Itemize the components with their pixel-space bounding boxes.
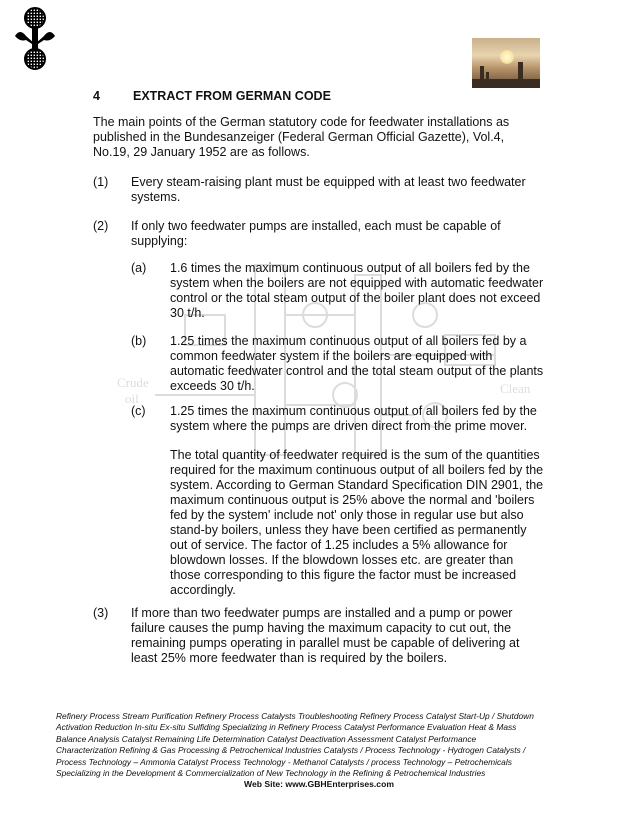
text-line: No.19, 29 January 1952 are as follows. xyxy=(93,145,310,159)
text-line: system where the pumps are driven direct from the prime mover. xyxy=(170,419,528,433)
text-line: 30 t/h. xyxy=(170,306,205,320)
footer-line: Activation Reduction In-situ Ex-situ Sulfiding Specializing in Refinery Process Catalyst Performance Evaluation Heat & Mass xyxy=(56,722,517,733)
footer-text xyxy=(56,711,546,779)
subitem-label: (b) xyxy=(131,334,147,348)
note-paragraph xyxy=(170,448,543,598)
footer-line: Balance Analysis Catalyst Remaining Life Determination Catalyst Deactivation Assessment Catalyst Performance xyxy=(56,733,477,744)
text-line: supplying: xyxy=(131,234,188,248)
text-line: stand-by boilers, unless they have been certified as permanently xyxy=(170,523,527,537)
text-line: required for the maximum continuous output of all boilers fed by the xyxy=(170,463,544,477)
text-line: Every steam-raising plant must be equipped with at least two feedwater xyxy=(131,175,526,189)
watermark-label: oil xyxy=(125,391,139,406)
text-line: exceeds 30 t/h. xyxy=(170,379,255,393)
text-line: system when the boilers are not equipped with automatic feedwater xyxy=(170,276,544,290)
text-line: common feedwater system if the boilers are equipped with xyxy=(170,349,493,363)
item-3-text xyxy=(131,606,519,666)
section-heading xyxy=(93,89,331,103)
text-line: published in the Bundesanzeiger (Federal German Official Gazette), Vol.4, xyxy=(93,130,505,144)
intro-paragraph xyxy=(93,115,509,160)
company-logo-icon xyxy=(12,6,58,72)
text-line: those corresponding to this figure the factor must be increased xyxy=(170,568,517,582)
item-2-text xyxy=(131,219,501,249)
text-line: If more than two feedwater pumps are installed and a pump or power xyxy=(131,606,513,620)
section-title: EXTRACT FROM GERMAN CODE xyxy=(133,89,331,103)
text-line: The total quantity of feedwater required is the sum of the quantities xyxy=(170,448,540,462)
text-line: If only two feedwater pumps are installed, each must be capable of xyxy=(131,219,501,233)
subitem-b-text xyxy=(170,334,543,394)
text-line: fed by the system' include not' only those in regular use but also xyxy=(170,508,524,522)
item-label: (2) xyxy=(93,219,109,233)
text-line: systems. xyxy=(131,190,181,204)
text-line: system. According to German Standard Specification DIN 2901, the xyxy=(170,478,544,492)
text-line: maximum continuous output is 25% above the normal and 'boilers xyxy=(170,493,535,507)
sun-shape xyxy=(500,50,514,64)
text-line: The main points of the German statutory code for feedwater installations as xyxy=(93,115,510,129)
text-line: 1.6 times the maximum continuous output of all boilers fed by the xyxy=(170,261,530,275)
item-1-text xyxy=(131,175,526,205)
watermark-label: Clean xyxy=(500,381,531,396)
subitem-c-text xyxy=(170,404,537,434)
text-line: control or the total steam output of the boiler plant does not exceed xyxy=(170,291,541,305)
website-link[interactable]: Web Site: www.GBHEnterprises.com xyxy=(244,779,394,789)
footer-line: Process Technology – Ammonia Catalyst Process Technology - Methanol Catalysts / process Technology – Petrochemicals xyxy=(56,756,512,767)
subitem-a-text xyxy=(170,261,543,321)
refinery-photo xyxy=(472,38,540,88)
text-line: failure causes the pump having the maximum capacity to cut out, the xyxy=(131,621,512,635)
footer-line: Refinery Process Stream Purification Refinery Process Catalysts Troubleshooting Refinery Process Catalyst Start-Up / Shutdown xyxy=(56,711,534,721)
text-line: out of service. The factor of 1.25 includes a 5% allowance for xyxy=(170,538,508,552)
text-line: automatic feedwater control and the total steam output of the plants xyxy=(170,364,544,378)
text-line: 1.25 times the maximum continuous output of all boilers fed by a xyxy=(170,334,527,348)
text-line: 1.25 times the maximum continuous output of all boilers fed by the xyxy=(170,404,537,418)
ground-shape xyxy=(472,79,540,88)
footer-line: Characterization Refining & Gas Processing & Petrochemical Industries Catalysts / Process Technology - Hydrogen Catalysts / xyxy=(56,745,526,756)
text-line: blowdown losses. If the blowdown losses etc. are greater than xyxy=(170,553,514,567)
text-line: least 25% more feedwater than is required by the boilers. xyxy=(131,651,448,665)
item-label: (3) xyxy=(93,606,109,620)
subitem-label: (a) xyxy=(131,261,147,275)
watermark-label: Crude xyxy=(117,375,149,390)
item-label: (1) xyxy=(93,175,109,189)
section-number: 4 xyxy=(93,89,100,103)
subitem-label: (c) xyxy=(131,404,146,418)
text-line: accordingly. xyxy=(170,583,236,597)
text-line: remaining pumps operating in parallel must be capable of delivering at xyxy=(131,636,520,650)
footer-line: Specializing in the Development & Commercialization of New Technology in the Refining & Petrochemical Industries xyxy=(56,768,486,779)
